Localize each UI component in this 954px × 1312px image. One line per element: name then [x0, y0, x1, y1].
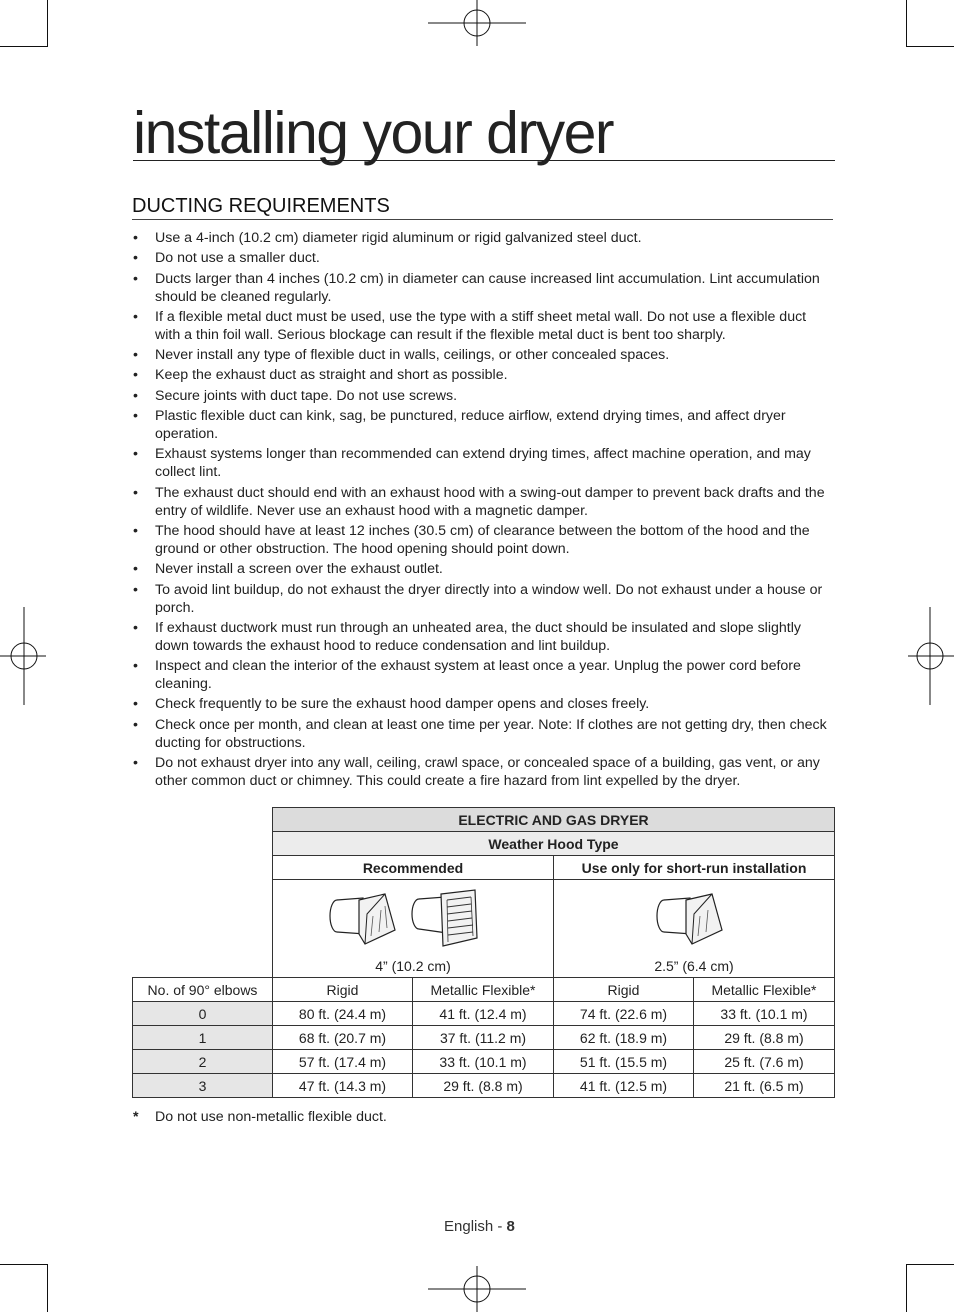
crop-mark	[47, 0, 48, 47]
table-cell: 41 ft. (12.5 m)	[554, 1074, 694, 1098]
registration-mark-left	[0, 607, 48, 705]
footnote-marker: *	[133, 1109, 139, 1125]
registration-mark-right	[906, 607, 954, 705]
page-number: 8	[506, 1218, 515, 1235]
header-metallic-flexible: Metallic Flexible*	[413, 978, 554, 1002]
section-heading: DUCTING REQUIREMENTS	[132, 195, 833, 220]
table-row	[133, 1026, 835, 1050]
list-item: • Ducts larger than 4 inches (10.2 cm) in diameter can cause increased lint accumulation. Lint accumulation should be cleaned regularly.	[133, 270, 835, 306]
registration-mark-top	[428, 0, 526, 48]
duct-length-table	[132, 807, 835, 1098]
footer-language: English -	[444, 1218, 507, 1235]
table-cell: 62 ft. (18.9 m)	[554, 1026, 694, 1050]
list-item: • Check frequently to be sure the exhaust hood damper opens and closes freely.	[133, 695, 835, 713]
col-short-run: Use only for short-run installation	[554, 856, 835, 880]
col-recommended: Recommended	[273, 856, 554, 880]
table-blank-corner	[133, 808, 273, 978]
crop-mark	[906, 1264, 954, 1265]
list-item: • The hood should have at least 12 inches (30.5 cm) of clearance between the bottom of the hood and the ground or other obstruction. The hood opening should point down.	[133, 522, 835, 558]
list-item: • Never install any type of flexible duct in walls, ceilings, or other concealed spaces.	[133, 346, 835, 364]
table-cell: 74 ft. (22.6 m)	[554, 1002, 694, 1026]
table-cell: 29 ft. (8.8 m)	[694, 1026, 835, 1050]
table-title: ELECTRIC AND GAS DRYER	[273, 808, 835, 832]
elbow-count: 1	[133, 1026, 273, 1050]
crop-mark	[0, 1264, 48, 1265]
elbow-count: 3	[133, 1074, 273, 1098]
list-item: • If a flexible metal duct must be used, use the type with a stiff sheet metal wall. Do not use a flexible duct with a thin foil wall. Serious blockage can result if the flexible metal duct is bent too sharply.	[133, 308, 835, 344]
page-footer	[444, 1218, 515, 1235]
header-rigid: Rigid	[554, 978, 694, 1002]
list-item: • Keep the exhaust duct as straight and short as possible.	[133, 366, 835, 384]
list-item: • Do not exhaust dryer into any wall, ceiling, crawl space, or concealed space of a building, gas vent, or any other common duct or chimney. This could create a fire hazard from lint expelled by the dryer.	[133, 754, 835, 790]
damper-hood-icon	[644, 886, 744, 958]
caption-short-run: 2.5” (6.4 cm)	[654, 958, 734, 974]
table-row	[133, 1074, 835, 1098]
list-item: • Do not use a smaller duct.	[133, 249, 835, 267]
crop-mark	[906, 0, 907, 47]
table-cell: 37 ft. (11.2 m)	[413, 1026, 554, 1050]
table-cell: 29 ft. (8.8 m)	[413, 1074, 554, 1098]
elbow-count: 0	[133, 1002, 273, 1026]
crop-mark	[906, 46, 954, 47]
caption-recommended: 4” (10.2 cm)	[375, 958, 451, 974]
list-item: • The exhaust duct should end with an exhaust hood with a swing-out damper to prevent back drafts and the entry of wildlife. Never use an exhaust hood with a magnetic damper.	[133, 484, 835, 520]
recommended-hood-cell	[273, 880, 554, 978]
crop-mark	[47, 1264, 48, 1312]
list-item: • Use a 4-inch (10.2 cm) diameter rigid aluminum or rigid galvanized steel duct.	[133, 229, 835, 247]
page-title: installing your dryer	[133, 104, 835, 161]
footnote-text: Do not use non-metallic flexible duct.	[155, 1109, 387, 1125]
table-cell: 41 ft. (12.4 m)	[413, 1002, 554, 1026]
list-item: • Check once per month, and clean at least one time per year. Note: If clothes are not getting dry, then check ducting for obstructions.	[133, 716, 835, 752]
table-cell: 51 ft. (15.5 m)	[554, 1050, 694, 1074]
registration-mark-bottom	[428, 1264, 526, 1312]
header-elbows: No. of 90° elbows	[133, 978, 273, 1002]
list-item: • If exhaust ductwork must run through an unheated area, the duct should be insulated and slope slightly down towards the exhaust hood to reduce condensation and lint buildup.	[133, 619, 835, 655]
crop-mark	[0, 46, 48, 47]
table-cell: 47 ft. (14.3 m)	[273, 1074, 413, 1098]
short-run-hood-cell	[554, 880, 835, 978]
table-cell: 68 ft. (20.7 m)	[273, 1026, 413, 1050]
table-cell: 80 ft. (24.4 m)	[273, 1002, 413, 1026]
header-rigid: Rigid	[273, 978, 413, 1002]
crop-mark	[906, 1264, 907, 1312]
elbow-count: 2	[133, 1050, 273, 1074]
list-item: • Never install a screen over the exhaust outlet.	[133, 560, 835, 578]
table-cell: 57 ft. (17.4 m)	[273, 1050, 413, 1074]
table-cell: 21 ft. (6.5 m)	[694, 1074, 835, 1098]
list-item: • Exhaust systems longer than recommended can extend drying times, affect machine operation, and may collect lint.	[133, 445, 835, 481]
table-cell: 33 ft. (10.1 m)	[694, 1002, 835, 1026]
requirements-list	[133, 229, 835, 792]
table-cell: 25 ft. (7.6 m)	[694, 1050, 835, 1074]
table-cell: 33 ft. (10.1 m)	[413, 1050, 554, 1074]
list-item: • Inspect and clean the interior of the exhaust system at least once a year. Unplug the power cord before cleaning.	[133, 657, 835, 693]
list-item: • Plastic flexible duct can kink, sag, be punctured, reduce airflow, extend drying times, and affect dryer operation.	[133, 407, 835, 443]
table-row	[133, 1050, 835, 1074]
table-row	[133, 1002, 835, 1026]
louvered-hood-icon	[313, 886, 513, 958]
list-item: • To avoid lint buildup, do not exhaust the dryer directly into a window well. Do not exhaust under a house or porch.	[133, 581, 835, 617]
list-item: • Secure joints with duct tape. Do not use screws.	[133, 387, 835, 405]
header-metallic-flexible: Metallic Flexible*	[694, 978, 835, 1002]
table-subtitle: Weather Hood Type	[273, 832, 835, 856]
